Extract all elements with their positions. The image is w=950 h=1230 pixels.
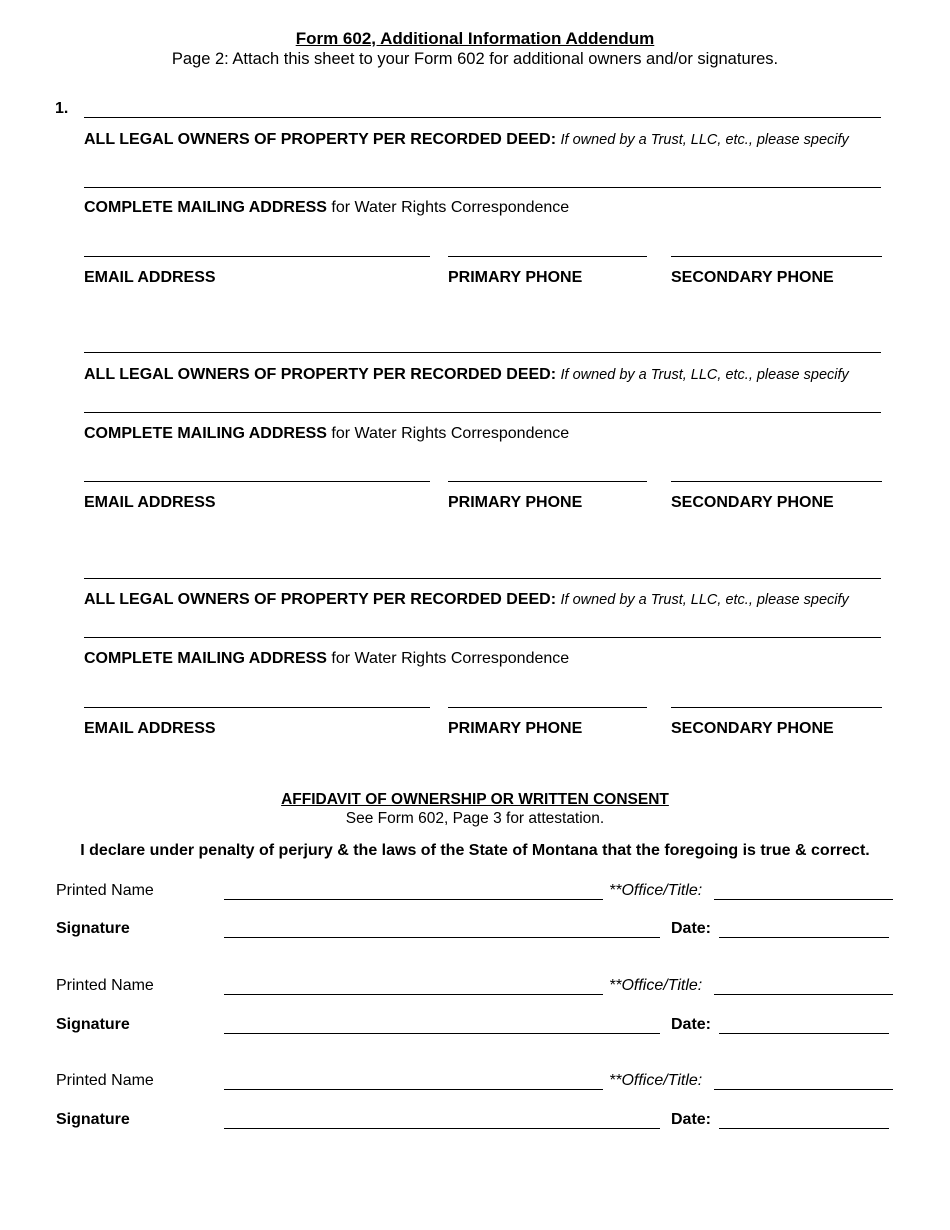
printed-name-label: Printed Name bbox=[56, 977, 154, 994]
printed-name-field[interactable] bbox=[224, 1089, 603, 1090]
email-field[interactable] bbox=[84, 256, 430, 257]
declaration-text: I declare under penalty of perjury & the laws of the State of Montana that the foregoing is true & correct. bbox=[80, 842, 870, 859]
signature-label: Signature bbox=[56, 1016, 130, 1033]
affidavit-subtitle: See Form 602, Page 3 for attestation. bbox=[345, 810, 605, 827]
secondary-phone-label: SECONDARY PHONE bbox=[671, 494, 834, 511]
date-label: Date: bbox=[671, 920, 712, 937]
printed-name-field[interactable] bbox=[224, 994, 603, 995]
owners-label: ALL LEGAL OWNERS OF PROPERTY PER RECORDED DEED: If owned by a Trust, LLC, etc., please specify bbox=[84, 366, 849, 383]
owners-field[interactable] bbox=[84, 117, 881, 118]
date-field[interactable] bbox=[719, 1128, 889, 1129]
form-subtitle: Page 2: Attach this sheet to your Form 602 for additional owners and/or signatures. bbox=[171, 50, 779, 68]
signature-field[interactable] bbox=[224, 937, 660, 938]
secondary-phone-field[interactable] bbox=[671, 481, 882, 482]
office-title-label: **Office/Title: bbox=[609, 977, 703, 994]
date-field[interactable] bbox=[719, 1033, 889, 1034]
office-title-field[interactable] bbox=[714, 899, 893, 900]
secondary-phone-field[interactable] bbox=[671, 256, 882, 257]
office-title-label: **Office/Title: bbox=[609, 882, 703, 899]
date-label: Date: bbox=[671, 1111, 712, 1128]
signature-label: Signature bbox=[56, 920, 130, 937]
owners-label: ALL LEGAL OWNERS OF PROPERTY PER RECORDED DEED: If owned by a Trust, LLC, etc., please specify bbox=[84, 591, 849, 608]
primary-phone-field[interactable] bbox=[448, 481, 647, 482]
mailing-address-label: COMPLETE MAILING ADDRESS for Water Rights Correspondence bbox=[84, 425, 570, 442]
mailing-address-field[interactable] bbox=[84, 637, 881, 638]
entry-number: 1. bbox=[55, 100, 69, 117]
email-label: EMAIL ADDRESS bbox=[84, 720, 216, 737]
primary-phone-field[interactable] bbox=[448, 707, 647, 708]
primary-phone-label: PRIMARY PHONE bbox=[448, 494, 583, 511]
email-label: EMAIL ADDRESS bbox=[84, 269, 216, 286]
mailing-address-label: COMPLETE MAILING ADDRESS for Water Rights Correspondence bbox=[84, 650, 570, 667]
owners-field[interactable] bbox=[84, 578, 881, 579]
secondary-phone-label: SECONDARY PHONE bbox=[671, 269, 834, 286]
primary-phone-field[interactable] bbox=[448, 256, 647, 257]
signature-field[interactable] bbox=[224, 1033, 660, 1034]
office-title-field[interactable] bbox=[714, 1089, 893, 1090]
signature-label: Signature bbox=[56, 1111, 130, 1128]
secondary-phone-field[interactable] bbox=[671, 707, 882, 708]
mailing-address-field[interactable] bbox=[84, 412, 881, 413]
mailing-address-label: COMPLETE MAILING ADDRESS for Water Rights Correspondence bbox=[84, 199, 570, 216]
printed-name-field[interactable] bbox=[224, 899, 603, 900]
affidavit-title: AFFIDAVIT OF OWNERSHIP OR WRITTEN CONSENT bbox=[281, 791, 669, 808]
email-label: EMAIL ADDRESS bbox=[84, 494, 216, 511]
email-field[interactable] bbox=[84, 707, 430, 708]
office-title-field[interactable] bbox=[714, 994, 893, 995]
date-field[interactable] bbox=[719, 937, 889, 938]
email-field[interactable] bbox=[84, 481, 430, 482]
printed-name-label: Printed Name bbox=[56, 882, 154, 899]
office-title-label: **Office/Title: bbox=[609, 1072, 703, 1089]
owners-field[interactable] bbox=[84, 352, 881, 353]
secondary-phone-label: SECONDARY PHONE bbox=[671, 720, 834, 737]
primary-phone-label: PRIMARY PHONE bbox=[448, 720, 583, 737]
date-label: Date: bbox=[671, 1016, 712, 1033]
mailing-address-field[interactable] bbox=[84, 187, 881, 188]
signature-field[interactable] bbox=[224, 1128, 660, 1129]
primary-phone-label: PRIMARY PHONE bbox=[448, 269, 583, 286]
owners-label: ALL LEGAL OWNERS OF PROPERTY PER RECORDED DEED: If owned by a Trust, LLC, etc., please specify bbox=[84, 131, 849, 148]
printed-name-label: Printed Name bbox=[56, 1072, 154, 1089]
form-title: Form 602, Additional Information Addendum bbox=[295, 29, 655, 48]
